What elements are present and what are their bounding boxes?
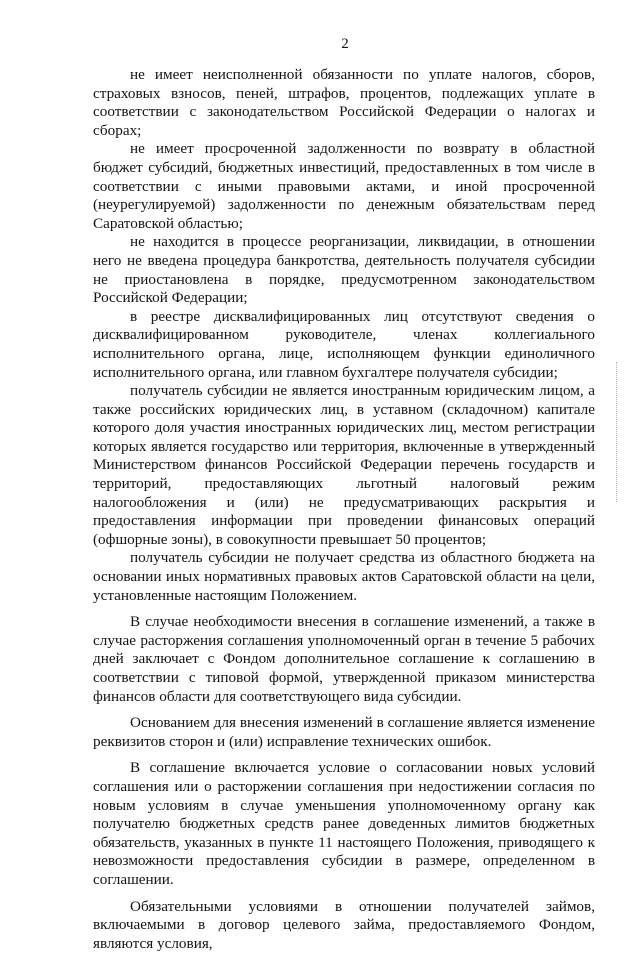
paragraph-other-funding: получатель субсидии не получает средства из областного бюджета на основании иных нормативных правовых актов Саратовской области на цели, установленные настоящим Положением. xyxy=(93,549,595,604)
page-number: 2 xyxy=(341,36,349,52)
paragraph-disqualified-persons: в реестре дисквалифицированных лиц отсутствуют сведения о дисквалифицированном руководителе, членах коллегиального исполнительного органа, лице, исполняющем функции единоличного исполнительного органа, или главном бухгалтере получателя субсидии; xyxy=(93,307,595,381)
paragraph-agreement-conditions: В соглашение включается условие о согласовании новых условий соглашения или о расторжении соглашения при недостижении согласия по новым условиям в случае уменьшения уполномоченному органу как получателю бюджетных средств ранее доведенных лимитов бюджетных обязательств, указанных в пункте 11 настоящего Положения, приводящего к невозможности предоставления субсидии в размере, определенном в соглашении. xyxy=(93,759,595,888)
paragraph-loan-conditions: Обязательными условиями в отношении получателей займов, включаемыми в договор целевого займа, предоставляемого Фондом, являются условия, xyxy=(93,897,595,952)
paragraph-amendment-grounds: Основанием для внесения изменений в соглашение является изменение реквизитов сторон и (или) исправление технических ошибок. xyxy=(93,714,595,750)
paragraph-agreement-amendment: В случае необходимости внесения в соглашение изменений, а также в случае расторжения соглашения уполномоченный орган в течение 5 рабочих дней заключает с Фондом дополнительное соглашение к соглашению в соответствии с типовой формой, утвержденной приказом министерства финансов области для соответствующего вида субсидии. xyxy=(93,613,595,705)
paragraph-overdue-debt: не имеет просроченной задолженности по возврату в областной бюджет субсидий, бюджетных инвестиций, предоставленных в том числе в соответствии с иными правовыми актами, и иной просроченной (неурегулируемой) задолженности по денежным обязательствам перед Саратовской областью; xyxy=(93,140,595,232)
paragraph-tax-obligations: не имеет неисполненной обязанности по уплате налогов, сборов, страховых взносов, пеней, штрафов, процентов, подлежащих уплате в соответствии с законодательством Российской Федерации о налогах и сборах; xyxy=(93,66,595,139)
paragraph-foreign-entity: получатель субсидии не является иностранным юридическим лицом, а также российских юридических лиц, в уставном (складочном) капитале которого доля участия иностранных юридических лиц, местом регистрации которых является государство или территория, включенные в утвержденный Министерством финансов Российской Федерации перечень государств и территорий, предоставляющих льготный налоговый режим налогообложения и (или) не предусматривающих раскрытия и предоставления информации при проведении финансовых операций (офшорные зоны), в совокупности превышает 50 процентов; xyxy=(93,382,595,548)
paragraph-reorganization: не находится в процессе реорганизации, ликвидации, в отношении него не введена процедура банкротства, деятельность получателя субсидии не приостановлена в порядке, предусмотренном законодательством Российской Федерации; xyxy=(93,233,595,307)
scan-margin-mark xyxy=(616,362,618,502)
document-body xyxy=(93,66,595,953)
